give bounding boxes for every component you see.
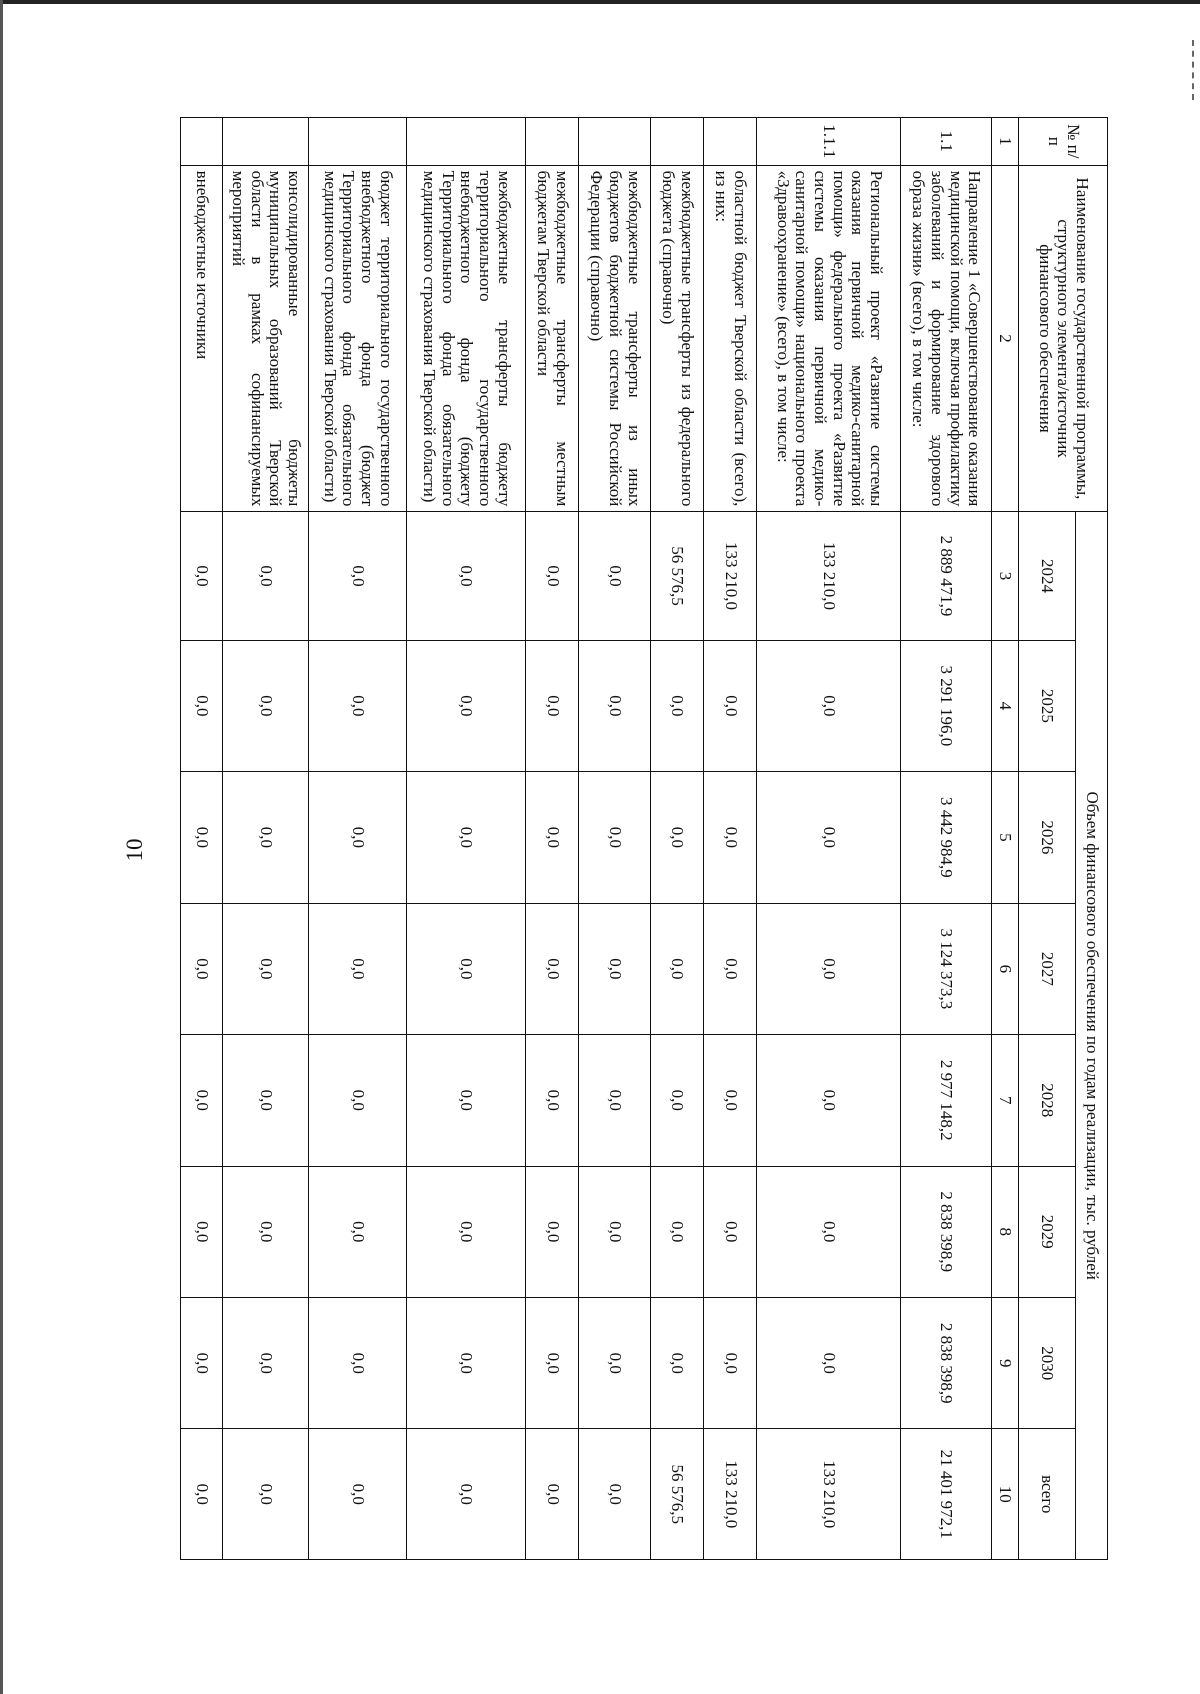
row-value: 0,0 bbox=[703, 1166, 757, 1297]
row-value: 56 576,5 bbox=[651, 1429, 704, 1560]
row-value: 0,0 bbox=[308, 512, 406, 640]
row-value: 0,0 bbox=[757, 1166, 901, 1297]
row-value: 133 210,0 bbox=[757, 512, 901, 640]
row-value: 0,0 bbox=[526, 1297, 579, 1428]
rotated-page-content bbox=[180, 0, 1108, 1600]
row-label: межбюджетные трансферты из федерального бюджета (справочно) bbox=[651, 165, 704, 512]
row-value: 0,0 bbox=[578, 1035, 650, 1166]
row-value: 0,0 bbox=[308, 1297, 406, 1428]
column-number-row bbox=[991, 118, 1018, 1560]
column-number: 5 bbox=[991, 772, 1018, 903]
row-value: 0,0 bbox=[406, 640, 526, 771]
header-year: 2029 bbox=[1019, 1166, 1076, 1297]
row-value: 0,0 bbox=[526, 772, 579, 903]
column-number: 6 bbox=[991, 903, 1018, 1034]
row-value: 0,0 bbox=[406, 512, 526, 640]
header-year: 2024 bbox=[1019, 512, 1076, 640]
row-value: 0,0 bbox=[757, 772, 901, 903]
row-value: 133 210,0 bbox=[703, 512, 757, 640]
row-value: 2 977 148,2 bbox=[901, 1035, 991, 1166]
row-value: 0,0 bbox=[406, 1035, 526, 1166]
header-year: 2030 bbox=[1019, 1297, 1076, 1428]
row-value: 0,0 bbox=[308, 1429, 406, 1560]
row-number bbox=[578, 118, 650, 166]
column-number: 3 bbox=[991, 512, 1018, 640]
row-value: 0,0 bbox=[181, 772, 223, 903]
row-value: 2 838 398,9 bbox=[901, 1297, 991, 1428]
column-number: 9 bbox=[991, 1297, 1018, 1428]
row-value: 0,0 bbox=[651, 1035, 704, 1166]
row-number bbox=[308, 118, 406, 166]
row-value: 0,0 bbox=[578, 903, 650, 1034]
row-label: Направление 1 «Совершенствование оказания медицинской помощи, включая профилактику заболеваний и формирование здорового образа жизни» (всего), в том числе: bbox=[901, 165, 991, 512]
row-label: областной бюджет Тверской области (всего), из них: bbox=[703, 165, 757, 512]
header-total: всего bbox=[1019, 1429, 1076, 1560]
header-year: 2026 bbox=[1019, 772, 1076, 903]
table-row bbox=[651, 118, 704, 1560]
row-value: 0,0 bbox=[526, 1035, 579, 1166]
row-value: 0,0 bbox=[703, 640, 757, 771]
row-value: 0,0 bbox=[223, 1297, 309, 1428]
row-value: 2 889 471,9 bbox=[901, 512, 991, 640]
row-value: 0,0 bbox=[651, 1297, 704, 1428]
row-value: 0,0 bbox=[223, 1429, 309, 1560]
table-row bbox=[578, 118, 650, 1560]
row-value: 133 210,0 bbox=[703, 1429, 757, 1560]
row-value: 0,0 bbox=[181, 1035, 223, 1166]
row-number: 1.1.1 bbox=[757, 118, 901, 166]
row-value: 0,0 bbox=[757, 903, 901, 1034]
row-value: 0,0 bbox=[181, 1429, 223, 1560]
row-value: 0,0 bbox=[181, 640, 223, 771]
row-number bbox=[651, 118, 704, 166]
column-number: 8 bbox=[991, 1166, 1018, 1297]
header-row-1 bbox=[1076, 118, 1108, 1560]
header-financing-group: Объем финансового обеспечения по годам реализации, тыс. рублей bbox=[1076, 512, 1108, 1560]
row-value: 0,0 bbox=[223, 1166, 309, 1297]
row-value: 0,0 bbox=[703, 772, 757, 903]
row-value: 0,0 bbox=[406, 1429, 526, 1560]
row-label: консолидированные бюджеты муниципальных образований Тверской области в рамках софинансируемых мероприятий bbox=[223, 165, 309, 512]
row-value: 0,0 bbox=[181, 1166, 223, 1297]
table-row bbox=[757, 118, 901, 1560]
row-value: 0,0 bbox=[757, 640, 901, 771]
row-value: 0,0 bbox=[651, 640, 704, 771]
row-value: 0,0 bbox=[757, 1035, 901, 1166]
row-value: 0,0 bbox=[223, 903, 309, 1034]
row-label: межбюджетные трансферты из иных бюджетов бюджетной системы Российской Федерации (справочно) bbox=[578, 165, 650, 512]
scan-left-edge bbox=[0, 0, 3, 1694]
row-number bbox=[223, 118, 309, 166]
header-year: 2028 bbox=[1019, 1035, 1076, 1166]
row-value: 0,0 bbox=[181, 1297, 223, 1428]
table-row bbox=[308, 118, 406, 1560]
table-row bbox=[526, 118, 579, 1560]
row-value: 0,0 bbox=[308, 1035, 406, 1166]
table-row bbox=[901, 118, 991, 1560]
column-number: 1 bbox=[991, 118, 1018, 166]
column-number: 10 bbox=[991, 1429, 1018, 1560]
row-value: 0,0 bbox=[406, 1297, 526, 1428]
row-value: 0,0 bbox=[181, 903, 223, 1034]
row-value: 0,0 bbox=[308, 1166, 406, 1297]
row-label: межбюджетные трансферты бюджету территориального государственного внебюджетного фонда (бюджету Территориального фонда обязательного медицинского страхования Тверской области) bbox=[406, 165, 526, 512]
header-num: № п/п bbox=[1019, 118, 1108, 166]
row-value: 0,0 bbox=[757, 1297, 901, 1428]
row-value: 133 210,0 bbox=[757, 1429, 901, 1560]
row-value: 0,0 bbox=[651, 772, 704, 903]
row-value: 0,0 bbox=[526, 1166, 579, 1297]
row-value: 0,0 bbox=[526, 640, 579, 771]
row-value: 0,0 bbox=[406, 1166, 526, 1297]
row-value: 3 442 984,9 bbox=[901, 772, 991, 903]
row-value: 0,0 bbox=[651, 1166, 704, 1297]
row-value: 0,0 bbox=[578, 772, 650, 903]
column-number: 7 bbox=[991, 1035, 1018, 1166]
scan-right-marks bbox=[1192, 40, 1197, 100]
row-value: 0,0 bbox=[223, 640, 309, 771]
row-value: 0,0 bbox=[703, 1035, 757, 1166]
financing-table bbox=[180, 117, 1108, 1560]
row-value: 0,0 bbox=[578, 1429, 650, 1560]
row-number bbox=[406, 118, 526, 166]
row-value: 0,0 bbox=[223, 1035, 309, 1166]
row-number bbox=[181, 118, 223, 166]
table-row bbox=[181, 118, 223, 1560]
row-label: бюджет территориального государственного внебюджетного фонда (бюджет Территориального фонда обязательного медицинского страхования Тверской области) bbox=[308, 165, 406, 512]
header-year: 2027 bbox=[1019, 903, 1076, 1034]
row-value: 0,0 bbox=[308, 903, 406, 1034]
row-number: 1.1 bbox=[901, 118, 991, 166]
row-value: 56 576,5 bbox=[651, 512, 704, 640]
column-number: 4 bbox=[991, 640, 1018, 771]
row-label: межбюджетные трансферты местным бюджетам Тверской области bbox=[526, 165, 579, 512]
table-row bbox=[703, 118, 757, 1560]
row-label: внебюджетные источники bbox=[181, 165, 223, 512]
row-value: 0,0 bbox=[578, 640, 650, 771]
row-value: 0,0 bbox=[308, 640, 406, 771]
row-label: Региональный проект «Развитие системы оказания первичной медико-санитарной помощи» федерального проекта «Развитие системы оказания первичной медико-санитарной помощи» национального проекта «Здравоохранение» (всего), в том числе: bbox=[757, 165, 901, 512]
row-value: 0,0 bbox=[223, 512, 309, 640]
table-row bbox=[406, 118, 526, 1560]
row-value: 0,0 bbox=[578, 1166, 650, 1297]
table-row bbox=[223, 118, 309, 1560]
row-value: 0,0 bbox=[526, 1429, 579, 1560]
row-value: 0,0 bbox=[703, 903, 757, 1034]
row-value: 0,0 bbox=[406, 772, 526, 903]
row-value: 0,0 bbox=[578, 512, 650, 640]
row-value: 0,0 bbox=[406, 903, 526, 1034]
row-value: 3 124 373,3 bbox=[901, 903, 991, 1034]
row-value: 0,0 bbox=[181, 512, 223, 640]
page-number: 10 bbox=[122, 838, 147, 862]
row-number bbox=[526, 118, 579, 166]
header-year: 2025 bbox=[1019, 640, 1076, 771]
column-number: 2 bbox=[991, 165, 1018, 512]
row-value: 0,0 bbox=[651, 903, 704, 1034]
row-value: 0,0 bbox=[223, 772, 309, 903]
row-value: 0,0 bbox=[526, 512, 579, 640]
row-value: 21 401 972,1 bbox=[901, 1429, 991, 1560]
row-value: 3 291 196,0 bbox=[901, 640, 991, 771]
row-value: 0,0 bbox=[526, 903, 579, 1034]
header-name: Наименование государственной программы, структурного элемента/источник финансового обеспечения bbox=[1019, 165, 1108, 512]
row-value: 0,0 bbox=[578, 1297, 650, 1428]
row-value: 0,0 bbox=[703, 1297, 757, 1428]
row-value: 0,0 bbox=[308, 772, 406, 903]
row-number bbox=[703, 118, 757, 166]
row-value: 2 838 398,9 bbox=[901, 1166, 991, 1297]
